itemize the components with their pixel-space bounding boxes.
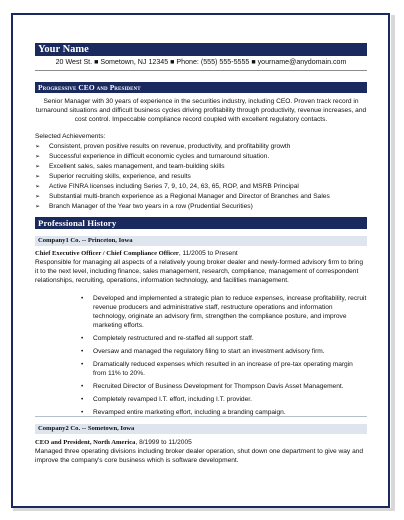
- arrow-bullet-icon: ➢: [35, 194, 41, 200]
- list-item: ➢ Active FINRA licenses including Series 7, 9, 10, 24, 63, 65, ROP, and MSRB Principal: [35, 183, 299, 190]
- job-bullet-list: [72, 294, 367, 421]
- page-shadow-right: [391, 15, 395, 510]
- achievements-heading: Selected Achievements:: [35, 133, 106, 140]
- round-bullet-icon: •: [81, 361, 84, 368]
- contact-line: 20 West St. ■ Sometown, NJ 12345 ■ Phone: (555) 555-5555 ■ yourname@anydomain.com: [55, 58, 347, 66]
- job-description: Managed three operating divisions including broker dealer operation, shut down one department to give way and improve the company's core business which is software development.: [35, 448, 364, 464]
- list-item: • Developed and implemented a strategic plan to reduce expenses, increase profitability, recruit revenue producers and administrative staff, restructure operations and information technology, originate an advisory firm, strengthen the compliance posture, and improve marketing efforts.: [81, 295, 367, 329]
- round-bullet-icon: •: [81, 396, 84, 403]
- list-item: • Oversaw and managed the regulatory filing to start an investment advisory firm.: [81, 348, 325, 355]
- divider: [35, 416, 367, 417]
- job-title: Chief Executive Officer / Chief Compliance Officer: [35, 250, 179, 257]
- achievement-list: [35, 142, 367, 212]
- job-title: CEO and President, North America: [35, 439, 136, 446]
- list-item: ➢ Substantial multi-branch experience as a Regional Manager and Director of Branches and Sales: [35, 193, 330, 200]
- history-heading: Professional History: [38, 218, 117, 228]
- divider: [35, 70, 367, 71]
- job-title-line: [35, 438, 367, 447]
- job-title-line: [35, 249, 367, 258]
- headline-text: Progressive CEO and President: [38, 83, 141, 92]
- list-item: ➢ Branch Manager of the Year two years in a row (Prudential Securities): [35, 203, 253, 210]
- round-bullet-icon: •: [81, 409, 84, 416]
- list-item: • Revamped entire marketing effort, including a branding campaign.: [81, 409, 286, 416]
- company-name: Company1 Co. -- Princeton, Iowa: [38, 237, 133, 244]
- company-bar-2: [35, 424, 367, 434]
- arrow-bullet-icon: ➢: [35, 174, 41, 180]
- list-item: • Recruited Director of Business Development for Thompson Davis Asset Management.: [81, 383, 344, 390]
- list-item: ➢ Excellent sales, sales management, and team-building skills: [35, 163, 225, 170]
- company-bar-1: [35, 236, 367, 246]
- headline-bar: [35, 82, 367, 93]
- round-bullet-icon: •: [81, 335, 84, 342]
- arrow-bullet-icon: ➢: [35, 144, 41, 150]
- list-item: ➢ Successful experience in difficult economic cycles and turnaround situation.: [35, 153, 270, 160]
- arrow-bullet-icon: ➢: [35, 164, 41, 170]
- list-item: ➢ Superior recruiting skills, experience, and results: [35, 173, 191, 180]
- company-name: Company2 Co. -- Sometown, Iowa: [38, 425, 135, 432]
- arrow-bullet-icon: ➢: [35, 154, 41, 160]
- round-bullet-icon: •: [81, 383, 84, 390]
- job-dates: , 8/1999 to 11/2005: [135, 439, 192, 446]
- job-description: Responsible for managing all aspects of a relatively young broker dealer and newly-formed advisory firm to bring it to the next level, including finance, sales management, research, compliance, management of correspondent relationships, recruiting, operations, information technology, and facilities management.: [35, 259, 364, 284]
- list-item: • Completely restructured and re-staffed all support staff.: [81, 335, 254, 342]
- round-bullet-icon: •: [81, 295, 84, 302]
- list-item: ➢ Consistent, proven positive results on revenue, productivity, and profitability growth: [35, 143, 291, 150]
- summary-paragraph: Senior Manager with 30 years of experience in the securities industry, including CEO. Proven track record in turnaround situations and difficult business cycles driving profitability through productivity, revenue increases, and cost control. Impeccable compliance record coupled with excellent regulatory contacts.: [35, 98, 367, 123]
- resume-name: Your Name: [35, 43, 367, 56]
- list-item: • Completely revamped I.T. effort, including I.T. provider.: [81, 396, 252, 403]
- list-item: • Dramatically reduced expenses which resulted in an increase of pre-tax operating margin from 11% to 20%.: [81, 361, 353, 377]
- arrow-bullet-icon: ➢: [35, 204, 41, 210]
- job-dates: , 11/2005 to Present: [178, 250, 238, 257]
- page-shadow-bottom: [13, 508, 395, 511]
- round-bullet-icon: •: [81, 348, 84, 355]
- arrow-bullet-icon: ➢: [35, 184, 41, 190]
- history-heading-bar: [35, 217, 367, 229]
